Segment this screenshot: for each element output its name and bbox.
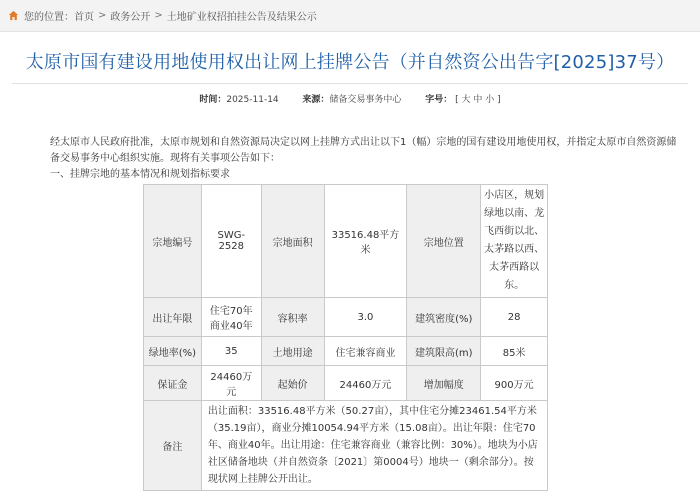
table-value-cell: 28: [481, 298, 548, 337]
article-meta: [0, 92, 700, 105]
breadcrumb: [0, 0, 700, 32]
article-body: [30, 135, 678, 183]
time-label: 时间：: [199, 95, 227, 105]
table-value-cell: 3.0: [324, 298, 407, 337]
table-label-cell: 宗地位置: [407, 185, 481, 298]
table-value-cell: 住宅70年商业40年: [201, 298, 261, 337]
table-label-cell: 保证金: [144, 366, 202, 401]
breadcrumb-separator: >: [98, 10, 107, 21]
title-divider: [12, 83, 688, 84]
font-size-medium-link[interactable]: 中: [473, 95, 483, 105]
table-row: [144, 366, 548, 401]
table-label-cell: 建筑限高(m): [407, 337, 481, 366]
table-value-cell: 小店区，规划绿地以南、龙飞西街以北、太茅路以西、太茅西路以东。: [481, 185, 548, 298]
parcel-info-table: [143, 184, 548, 491]
publish-time: 2025-11-14: [226, 95, 279, 105]
font-size-bracket: [: [455, 95, 459, 105]
table-row: [144, 185, 548, 298]
table-row: [144, 337, 548, 366]
breadcrumb-land-notices[interactable]: 土地矿业权招拍挂公告及结果公示: [166, 12, 317, 23]
table-label-cell: 宗地编号: [144, 185, 202, 298]
table-value-cell: SWG-2528: [201, 185, 261, 298]
remarks-cell: 出让面积：33516.48平方米（50.27亩），其中住宅分摊23461.54平方米（35.19亩），商业分摊10054.94平方米（15.08亩）。出让年限：住宅70年、商业40年。出让用途：住宅兼容商业（兼容比例：30%）。地块为小店社区储备地块（并自然资条〔2021〕第0004号）地块一（剩余部分）。按现状网上挂牌公开出让。: [201, 401, 547, 491]
table-row: [144, 401, 548, 491]
section-heading: 一、挂牌宗地的基本情况和规划指标要求: [50, 169, 230, 180]
breadcrumb-gov-affairs[interactable]: 政务公开: [110, 12, 151, 23]
table-label-cell: 宗地面积: [261, 185, 324, 298]
table-label-cell: 绿地率(%): [144, 337, 202, 366]
breadcrumb-separator: >: [154, 10, 163, 21]
table-label-cell: 建筑密度(%): [407, 298, 481, 337]
table-value-cell: 33516.48平方米: [324, 185, 407, 298]
table-value-cell: 住宅兼容商业: [324, 337, 407, 366]
table-row: [144, 298, 548, 337]
breadcrumb-home[interactable]: 首页: [74, 12, 94, 23]
font-size-large-link[interactable]: 大: [461, 95, 471, 105]
table-value-cell: 35: [201, 337, 261, 366]
table-value-cell: 24460万元: [201, 366, 261, 401]
breadcrumb-prefix: 您的位置：: [24, 12, 74, 23]
table-label-cell: 备注: [144, 401, 202, 491]
source-label: 来源：: [302, 95, 330, 105]
table-label-cell: 增加幅度: [407, 366, 481, 401]
table-value-cell: 24460万元: [324, 366, 407, 401]
table-label-cell: 起始价: [261, 366, 324, 401]
page-title: 太原市国有建设用地使用权出让网上挂牌公告（并自然资公出告字[2025]37号）: [25, 52, 675, 73]
font-size-bracket: ]: [497, 95, 501, 105]
publish-source: 储备交易事务中心: [329, 95, 402, 105]
table-value-cell: 900万元: [481, 366, 548, 401]
table-value-cell: 85米: [481, 337, 548, 366]
table-label-cell: 容积率: [261, 298, 324, 337]
font-size-label: 字号：: [425, 95, 453, 105]
table-label-cell: 土地用途: [261, 337, 324, 366]
home-icon: [8, 10, 19, 21]
table-label-cell: 出让年限: [144, 298, 202, 337]
intro-paragraph: 经太原市人民政府批准，太原市规划和自然资源局决定以网上挂牌方式出让以下1（幅）宗地的国有建设用地使用权，并指定太原市自然资源储备交易事务中心组织实施。现将有关事项公告如下：: [50, 137, 677, 164]
font-size-small-link[interactable]: 小: [485, 95, 495, 105]
